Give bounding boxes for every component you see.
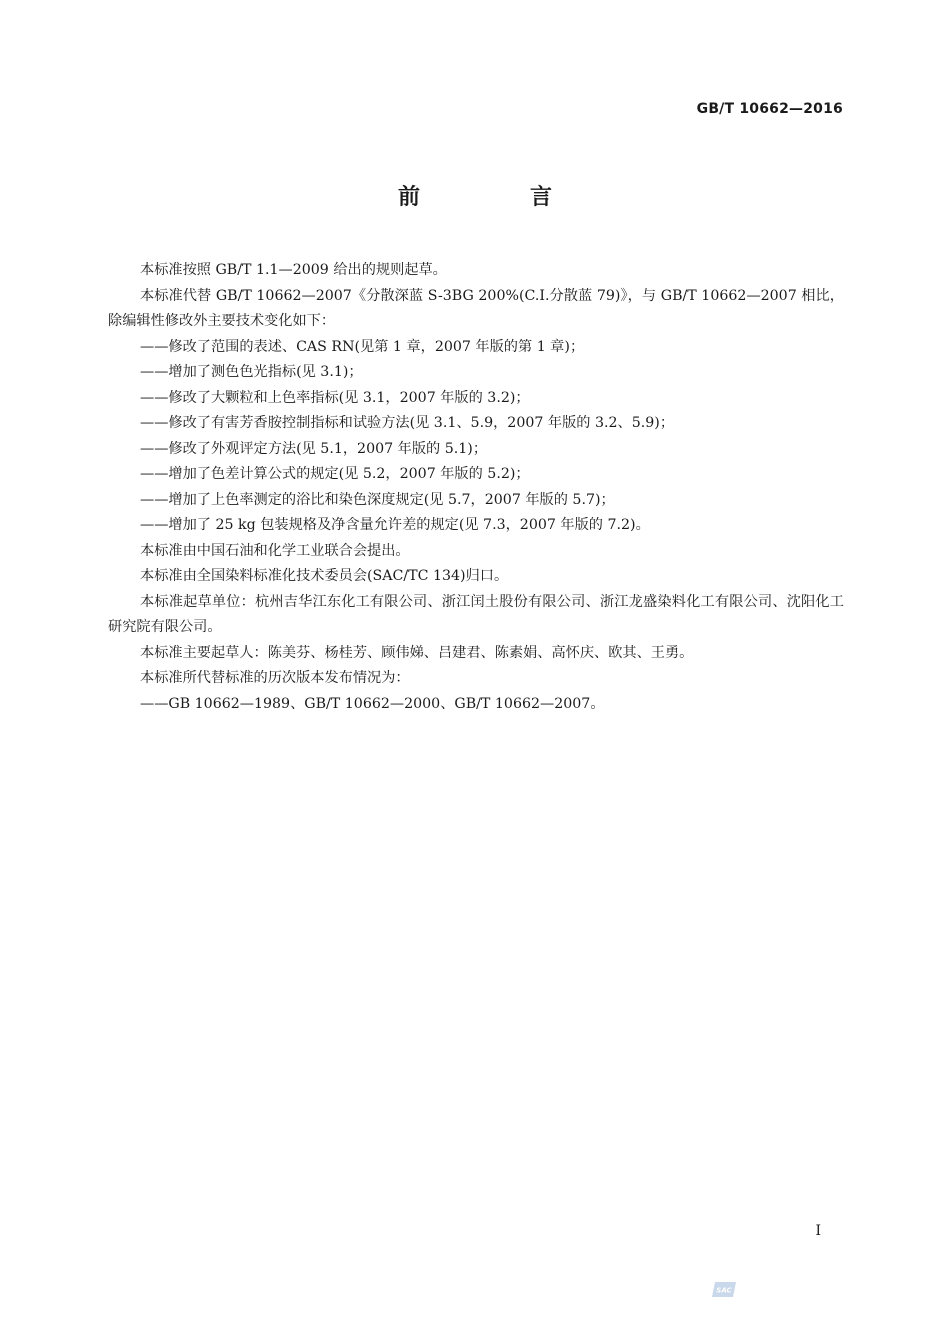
- change-item: ——修改了大颗粒和上色率指标(见 3.1，2007 年版的 3.2)；: [140, 389, 530, 406]
- change-item: ——修改了有害芳香胺控制指标和试验方法(见 3.1、5.9，2007 年版的 3.2、5.9)；: [140, 415, 675, 431]
- change-item: ——增加了测色色光指标(见 3.1)；: [140, 364, 363, 380]
- change-item: ——修改了范围的表述、CAS RN(见第 1 章，2007 年版的第 1 章)；: [140, 338, 585, 355]
- paragraph-centralized-by: 本标准由全国染料标准化技术委员会(SAC/TC 134)归口。: [140, 568, 509, 584]
- change-item: ——增加了上色率测定的浴比和染色深度规定(见 5.7，2007 年版的 5.7)；: [140, 491, 615, 508]
- foreword-body: [108, 258, 844, 717]
- svg-text:SAC: SAC: [716, 1286, 732, 1295]
- standard-number: GB/T 10662—2016: [696, 101, 843, 117]
- paragraph-drafters: 本标准主要起草人：陈美芬、杨桂芳、顾伟娣、吕建君、陈素娟、高怀庆、欧其、王勇。: [140, 644, 694, 661]
- change-item: ——修改了外观评定方法(见 5.1，2007 年版的 5.1)；: [140, 440, 488, 457]
- history-item: ——GB 10662—1989、GB/T 10662—2000、GB/T 10662—2007。: [140, 695, 605, 712]
- paragraph-replacement: 本标准代替 GB/T 10662—2007《分散深蓝 S-3BG 200%(C.I.分散蓝 79)》，与 GB/T 10662—2007 相比，除编辑性修改外主要技术变化如下：: [108, 287, 844, 329]
- paragraph-drafting-units: 本标准起草单位：杭州吉华江东化工有限公司、浙江闰土股份有限公司、浙江龙盛染料化工有限公司、沈阳化工研究院有限公司。: [108, 593, 844, 635]
- sac-logo-icon: [711, 1281, 737, 1298]
- paragraph-proposed-by: 本标准由中国石油和化学工业联合会提出。: [140, 542, 410, 559]
- change-item: ——增加了 25 kg 包装规格及净含量允许差的规定(见 7.3，2007 年版的 7.2)。: [140, 517, 650, 533]
- page-number: I: [815, 1223, 821, 1239]
- page-title: 前 言: [397, 185, 596, 210]
- paragraph-drafting-rules: 本标准按照 GB/T 1.1—2009 给出的规则起草。: [140, 262, 447, 278]
- paragraph-history: 本标准所代替标准的历次版本发布情况为：: [140, 670, 410, 686]
- change-item: ——增加了色差计算公式的规定(见 5.2，2007 年版的 5.2)；: [140, 466, 530, 482]
